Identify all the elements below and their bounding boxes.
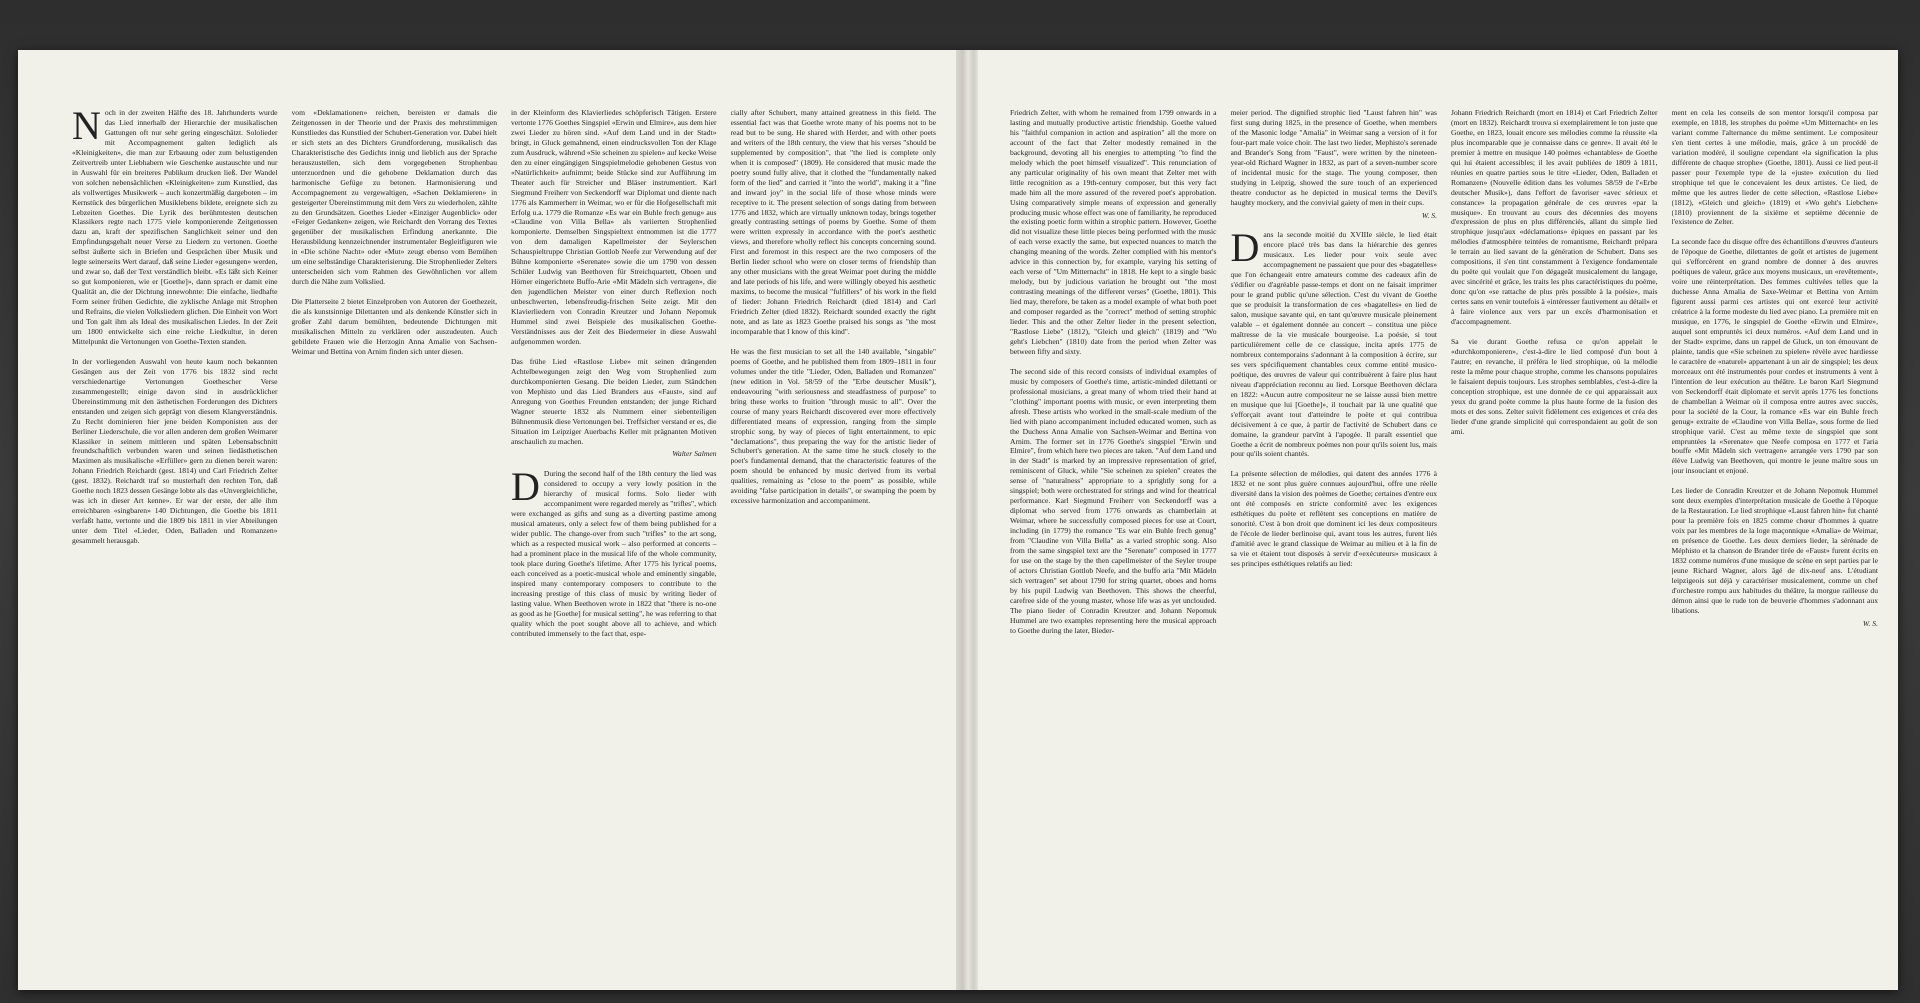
left-page: [18, 50, 956, 990]
drop-cap-d: D: [511, 464, 540, 510]
english-paragraph: He was the first musician to set all the 140 available, "singable" poems of Goethe, and he published them from 1809–1811 in four volumes under the title "Lieder, Oden, Balladen und Romanzen" (new edition in Vol. 58/59 of the "Erbe deutscher Musik"), endeavouring "with seriousness and steadfastness of purpose" to bring these works to fruition "through music to all". Over the course of many years Reichardt discovered ever more effectively differentiated means of expression, ranging from the simple strophic song, by way of pieces of light entertainment, to epic "declamations", thus preparing the way for the artistic lieder of Schubert's generation. At the same time he stuck closely to the poet's fundamental demand, that the characteristic features of the poem should be enhanced by music derived from its verbal qualities, remaining as "close to the poem" as possible, while avoiding "false participation in details", or swamping the poem by excessive harmonization and accompaniment.: [730, 346, 936, 506]
drop-cap-d: D: [1230, 225, 1260, 271]
right-column-4: [1672, 108, 1879, 968]
german-paragraph: vom «Deklamationen» reichen, bereisten er damals die Zeitgenossen in der Theorie und der Praxis des mehrstimmigen Kunstliedes das Kunstlied der Schubert-Generation vor. Dabei hielt er sich stets an des Dichters Grundforderung, musikalisch das Charakteristische des Gedichts innig und lieblich aus der Sprache herauszustellen, sich dem vorgegebenen Strophenbau unterzuordnen und die gehobene Deklamation durch das harmonische Gefüge zu betonen. Harmonisierung und Accompagnement zu vergewaltigen, «Sachen Deklamieren» in gesteigerter Übereinstimmung mit dem Vers zu wiederholen, zählte zu den Grundsätzen. Goethes Lieder «Einziger Augenblick» oder «Feiger Gedanken» zeigen, wie Reichardt den Vorrang des Textes gegenüber der musikalischen Erfindung anerkannte. Die Herausbildung kennzeichnender instrumentaler Begleitfiguren wie in «Die schöne Nacht» oder «Mut» zeugt ebenso vom Bemühen um eine selbständige Charakterisierung. Die Strophenlieder Zelters unterscheiden sich vom Rahmen des Gewöhnlichen vor allem durch die Nähe zum Volkslied.: [291, 108, 497, 287]
gatefold-spine: [956, 50, 978, 990]
english-paragraph: The second side of this record consists of individual examples of music by composers of Goethe's time, artistic-minded dilettanti or professional musicians, a great many of whom tried their hand at "clothing" important poems with music, or even interpreting them afresh. These artists who worked in the small-scale medium of the lied with piano accompaniment included educated women, such as the Duchess Anna Amalie von Sachsen-Weimar and Bettina von Arnim. The former set in 1776 Goethe's singspiel "Erwin und Elmire", from which here two pieces are taken. "Auf dem Land und in der Stadt" is marked by an impressive representation of grief, reminiscent of Gluck, while "Sie scheinen zu spielen" creates the sense of "naturalness" appropriate to a sprightly song for a singspiel; both were orchestrated for strings and wind for theatrical performance. Karl Siegmund Freiherr von Seckendorff was a diplomat who served from 1776 onwards as chamberlain at Weimar, where he successfully composed pieces for use at Court, including (in 1779) the romance "Es war ein Buhle frech genug" from "Claudine von Villa Bella" as a varied strophic song. Also from the same singspiel text are the "Serenate" composed in 1777 for use on the stage by the then capellmeister of the Seyler troupe of actors Christian Gottlob Neefe, and the buffo aria "Mit Mädeln sich vertragen" set about 1790 for string quartet, oboes and horns by his pupil Ludwig van Beethoven. This shows the cheerful, carefree side of the young master, whose life was as yet unclouded. The piano lieder of Conradin Kreutzer and Johann Nepomuk Hummel are two examples representing here the musical approach to Goethe during the later, Bieder-: [1010, 366, 1217, 635]
right-page: [978, 50, 1898, 990]
author-signature: Walter Salmen: [672, 449, 717, 459]
left-page-columns: [72, 108, 936, 968]
english-paragraph: meier period. The dignified strophic lied "Laust fahren hin" was first sung during 1825, in the presence of Goethe, when members of the Masonic lodge "Amalia" in Weimar sang a version of it for four-part male voice choir. The last two lieder, Mephisto's serenade and Brander's Song from "Faust", were written by the nineteen-year-old Richard Wagner in 1832, as part of a seven-number score of incidental music for the stage. The young composer, then studying in Leipzig, showed the sure touch of an experienced theatre conductor as he depicted in musical terms the Devil's haughty mockery, and the convivial gaiety of men in their cups.: [1230, 108, 1437, 207]
german-paragraph: Das frühe Lied «Rastlose Liebe» mit seinen drängenden Achtelbewegungen zeigt den Weg vom Strophenlied zum durchkomponierten Gesang. Die beiden Lieder, zum Ständchen von Mephisto und das Lied Branders aus «Faust», sind auf Anregung von Goethes Freunden entstanden; der junge Richard Wagner steuerte 1832 als Nummern einer siebenteiligen Bühnenmusik diese Vertonungen bei. Treffsicher verstand er es, die Situation im Leipziger Auerbachs Keller mit prägnanten Motiven anschaulich zu machen.: [511, 356, 717, 446]
german-paragraph: in der Kleinform des Klavierliedes schöpferisch Tätigen. Erstere vertonte 1776 Goethes Singspiel «Erwin und Elmire», aus dem hier zwei Lieder zu hören sind. «Auf dem Land und in der Stadt» bringt, in Gluck gemahnend, einen eindrucksvollen Ton der Klage zum Ausdruck, während «Sie scheinen zu spielen» auf kecke Weise den zu einer eingängigen Singspielmelodie gehobenen Gestus von «Natürlichkeit» aufnimmt; beide Stücke sind zur Aufführung im Theater auch für Streicher und Bläser instrumentiert. Karl Siegmund Freiherr von Seckendorff war Diplomat und diente nach 1776 als Kammerherr in Weimar, wo er für die Hofgesellschaft mit Erfolg u.a. 1779 die Romanze «Es war ein Buhle frech genug» aus «Claudine von Villa Bella» als variierten Strophenlied komponierte. Demselben Singspieltext entnommen ist die 1777 von dem damaligen Kapellmeister der Seylerschen Schauspieltruppe Christian Gottlob Neefe zur Verwendung auf der Bühne komponierte «Serenate» sowie die um 1790 von dessen Schüler Ludwig van Beethoven für Streichquartett, Oboen und Hörner eingerichtete Buffo-Arie «Mit Mädeln sich vertragen», die den jugendlichen Meister von einer durch Reflexion noch unbeschwerten, lebensfreudig-frischen Seite zeigt. Mit den Klavierliedern von Conradin Kreutzer und Johann Nepomuk Hummel sind zwei Beispiele des musikalischen Goethe-Verständnisses aus der Zeit des Biedermeier in diese Auswahl aufgenommen worden.: [511, 108, 717, 346]
right-column-1: [1010, 108, 1217, 968]
german-paragraph: In der vorliegenden Auswahl von heute kaum noch bekannten Gesängen aus der Zeit von 1776 bis 1832 sind recht verschiedenartige Vertonungen Goethescher Verse zusammengestellt; einige davon sind in ausdrücklicher Übereinstimmung mit den ästhetischen Forderungen des Dichters entstanden und zeigen sich geprägt von diesem Klangverständnis. Zu Recht dominieren hier jene beiden Komponisten aus der Berliner Liederschule, die vor allen anderen dem großen Weimarer Klassiker in seinem mittleren und späten Lebensabschnitt freundschaftlich verbunden waren und seinen liedästhetischen Maximen als musikalische «Erfüller» gern zu dienen bereit waren: Johann Friedrich Reichardt (gest. 1814) und Carl Friedrich Zelter (gest. 1832). Reichardt traf so musterhaft den rechten Ton, daß Goethe noch 1823 dessen Gesänge lobte als das «Unvergleichliche, was ich in dieser Art kenne». Er war der erste, der alle ihm erreichbaren «singbaren» 140 Dichtungen, die Goethe bis 1811 verfaßt hatte, vertonte und die 1809 bis 1811 in vier Abteilungen unter dem Titel «Lieder, Oden, Balladen und Romanzen» gesammelt herausgab.: [72, 356, 278, 546]
english-intro-paragraph: D During the second half of the 18th century the lied was considered to occupy a very lowly position in the hierarchy of musical forms. Solo lieder with accompaniment were regarded merely as "trifles", which were exchanged as gifts and sung as a diverting pastime among musical amateurs, only a select few of them being published for a wider public. The change-over from such "trifles" to the art song, which as a respected musical work – also performed at concerts – had a prominent place in the musical life of the whole community, took place during Goethe's lifetime. After 1775 his lyrical poems, each conceived as a poetic-musical whole and eminently singable, inspired many contemporary composers to contribute to the increasing prestige of this class of music by writing lieder of lasting value. When Beethoven wrote in 1822 that "there is no-one as good as he [Goethe] for musical setting", he was referring to that quality which the poet sought above all to achieve, and which contributed immensely to the fact that, espe-: [511, 464, 717, 638]
french-paragraph: La seconde face du disque offre des échantillons d'œuvres d'auteurs de l'époque de Goethe, dilettantes de goût et artistes de jugement qui s'efforcèrent en grand nombre de donner à des œuvres poétiques de valeur, grâce aux moyens musicaux, un «revêtement», voire une réinterprétation. Des femmes cultivées telles que la duchesse Anna Amalia de Saxe-Weimar et Bettina von Arnim figurent aussi parmi ces artistes qui ont exercé leur activité créatrice à la forme modeste du lied avec piano. La première mit en musique, en 1776, le singspiel de Goethe «Erwin und Elmire», auquel sont empruntés ici deux numéros. «Auf dem Land und in der Stadt» exprime, dans un rappel de Gluck, un ton émouvant de plainte, tandis que «Sie scheinen zu spielen» révèle avec hardiesse le caractère de «naturel» appartenant à un air de singspiel; les deux morceaux ont été instrumentés pour cordes et instruments à vent à l'intention de leur exécution au théâtre. Le baron Karl Siegmund von Seckendorff était diplomate et servit après 1776 les fonctions de chambellan à Weimar où il composa entre autres avec succès, pour la société de la Cour, la romance «Es war ein Buhle frech genug» extraite de «Claudine von Villa Bella», sous forme de lied strophique varié. C'est au même texte de singspiel que sont empruntées la «Serenate» que Neefe composa en 1777 et l'aria bouffe «Mit Mädeln sich vertragen» arrangée vers 1790 par son élève Ludwig van Beethoven, qui montre le jeune maître sous un jour insouciant et enjoué.: [1671, 237, 1878, 476]
right-column-3: [1451, 108, 1658, 968]
german-intro-paragraph: Noch in der zweiten Hälfte des 18. Jahrhunderts wurde das Lied innerhalb der Hierarchie der musikalischen Gattungen oft nur sehr gering eingeschätzt. Sololieder mit Accompagnement galten lediglich als «Kleinigkeiten», die man zur Erbauung oder zum belustigenden Zeitvertreib unter Liebhabern wie Geschenke austauschte und nur in Auswahl für ein breiteres Publikum drucken ließ. Der Wandel von solchen nebensächlichen «Kleinigkeiten» zum Kunstlied, das als vollwertiges Musikwerk – auch konzertmäßig dargeboten – im Kernstück des bürgerlichen Musiklebens bildete, ereignete sich zu Lebzeiten Goethes. Die Lyrik des berühmtesten deutschen Klassikers regte nach 1775 viele komponierende Zeitgenossen dazu an, kraft der spezifischen Sanglichkeit seiner und den Empfindungsgehalt neuer Verse zu Liedern zu vertonen. Goethe selbst äußerte sich in Briefen und Gesprächen über Musik und legte seinerseits Wert darauf, daß seine Lieder «gesungen» werden, und zwar so, daß der Text verständlich bleibt. «Es läßt sich Keiner so gut komponieren, wie er [Goethe]», dann sprach er damit eine Qualität an, die der Dichtung innewohnte: Die einfache, liedhafte Form seiner frühen Gedichte, die zyklische Anlage mit Strophen und Refrains, die vielen Volksliedern glichen. Die Einheit von Wort und Ton galt ihm als Ideal des musikalischen Liedes. In der Zeit um 1800 entwickelte sich eine reiche Liedkultur, in deren Mittelpunkt die Vertonungen von Goethe-Texten standen.: [72, 108, 278, 346]
drop-cap-n: N: [72, 108, 101, 148]
left-column-3: [511, 108, 717, 968]
french-intro-paragraph: Dans la seconde moitié du XVIIIe siècle, le lied était encore placé très bas dans la hiérarchie des genres musicaux. Les lieder pour voix seule avec accompagnement ne passaient que pour des «bagatelles» que l'on échangeait entre amateurs comme des cadeaux afin de s'édifier ou d'agréable passe-temps et dont on ne faisait imprimer pour le grand public qu'une sélection. C'est du vivant de Goethe que se produisit la transformation de ces «bagatelles» en lied de salon, musique savante qui, en tant qu'œuvre musicale pleinement valable – et également donnée au concert – constitua une pièce maîtresse de la vie musicale bourgeoise. La poésie, si tout particulièrement celle de ce classique, incita après 1775 de nombreux contemporains s'adonnant à la composition à écrire, sur ses vers spécifiquement chantables ceux comme entité musico-poétique, des œuvres de valeur qui contribuèrent à faire plus haut niveau d'appréciation reconnu au lied. Lorsque Beethoven déclara en 1822: «Aucun autre compositeur ne se laisse aussi bien mettre en musique que lui [Goethe]», il touchait par là une qualité que s'efforçait avant tout d'atteindre le poète et qui contribua décisivement à ce que, à partir de l'activité de Schubert dans ce domaine, la grandeur parvînt à l'apogée. Il paraît essentiel que Goethe a écrit de nombreux poèmes non pour qu'ils soient lus, mais pour qu'ils soient chantés.: [1230, 225, 1437, 459]
french-paragraph: La présente sélection de mélodies, qui datent des années 1776 à 1832 et ne sont plus guère connues aujourd'hui, offre une réelle diversité dans la vision des poèmes de Goethe; certaines d'entre eux ont été composés en stricte conformité avec les exigences esthétiques du poète et reflètent ses conceptions en matière de sonorité. C'est à bon droit que dominent ici les deux compositeurs de l'école de lieder berlinoise qui, avant tous les autres, furent liés d'amitié avec le grand classique de Weimar au milieu et à la fin de sa vie et étaient tout disposés à servir d'«exécuteurs» musicaux à ses principes esthétiques relatifs au lied:: [1230, 469, 1437, 568]
left-column-4: [731, 108, 937, 968]
author-initials: W. S.: [1421, 210, 1437, 220]
french-paragraph: Les lieder de Conradin Kreutzer et de Johann Nepomuk Hummel sont deux exemples d'interprétation musicale de Goethe à l'époque de la Restauration. Le lied strophique «Laust fahren hin» fut chanté pour la première fois en 1825 comme chœur d'hommes à quatre voix par les membres de la loge maçonnique «Amalia» de Weimar, en présence de Goethe. Les deux derniers lieder, la sérénade de Méphisto et la chanson de Brander tirée de «Faust» furent écrits en 1832 comme numéros d'une musique de scène en sept parties par le jeune Richard Wagner, alors âgé de dix-neuf ans. L'étudiant leipzigeois sut déjà y caractériser musicalement, comme un chef d'orchestre rompu aux habitudes du théâtre, la morgue railleuse du démon ainsi que le rude ton de beuverie d'hommes s'adonnant aux libations.: [1671, 486, 1878, 615]
right-column-2: [1231, 108, 1438, 968]
record-sleeve-gatefold: [18, 50, 1898, 990]
english-paragraph: cially after Schubert, many attained greatness in this field. The essential fact was that Goethe wrote many of his poems not to be read but to be sung. He shared with Herder, and with other poets and writers of the 18th century, the view that his verses "should be supplemented by composition", that "the lied is complete only when it is composed" (1809). He considered that music made the poetry sound fully alive, that it clothed the "fundamentally naked form of the lied" and carried it "into the world", making it a "fine and inward joy" in the social life of those whose minds were receptive to it. The present selection of songs dating from between 1776 and 1832, which are virtually unknown today, brings together greatly contrasting settings of poems by Goethe. Some of them were written expressly in accordance with the poet's aesthetic views, and therefore wholly reflect his concepts concerning sound. First and foremost in this respect are the two composers of the Berlin lieder school who were on closer terms of friendship than any other musicians with the great Weimar poet during the middle and late periods of his life, and were willingly obeyed his aesthetic maxims, to become the musical "fulfillers" of his work in the field of lieder: Johann Friedrich Reichardt (died 1814) and Carl Friedrich Zelter (died 1832). Reichardt sounded exactly the right note, and as late as 1823 Goethe praised his songs as "the most incomparable that I know of this kind".: [730, 108, 936, 336]
german-paragraph: Die Platterseite 2 bietet Einzelproben von Autoren der Goethezeit, die als kunstsinnige Dilettanten und als denkende Künstler sich in großer Zahl darum bemühten, bedeutende Dichtungen mit musikalischen Mitteln zu verklären oder auszudeuten. Auch gebildete Frauen wie die Herzogin Anna Amalie von Sachsen-Weimar und Bettina von Arnim finden sich unter diesen.: [291, 297, 497, 356]
english-paragraph: Friedrich Zelter, with whom he remained from 1799 onwards in a lasting and mutually productive artistic friendship. Goethe valued his "faithful companion in action and aspiration" all the more on account of the fact that Zelter modestly remained in the background, devoting all his energies to attempting "to find the melody which the poet himself visualized". This renunciation of any particular originality of his own meant that Zelter met with little recognition as a 19th-century composer, but this very fact made him all the more assured of the revered poet's approbation. Using comparatively simple means of expression and generally producing music whose effect was one of familiarity, he reproduced the existing poetic form within a strophic pattern. However, Goethe did not visualize these little pieces being performed with the music of each verse exactly the same, but expected nuances to match the changing meaning of the words. Zelter complied with his mentor's advice in this connection by, for example, varying his setting of each verse of "Um Mitternacht" in 1818. He kept to a single basic melody, but by judicious variation he brought out "the most contrasting meanings of the different verses" (Goethe, 1801). This lied may, therefore, be taken as a model example of what both poet and composer regarded as the "correct" method of setting strophic lieder. This and the other Zelter lieder in the present selection, "Rastlose Liebe" (1812), "Gleich und gleich" (1819) and "Wo geht's Liebchen" (1810) date from the period when Zelter was between fifty and sixty.: [1010, 108, 1217, 356]
left-column-1: [72, 108, 278, 968]
french-paragraph: ment en cela les conseils de son mentor lorsqu'il composa par exemple, en 1818, les strophes du poème «Um Mitternacht» en les variant comme l'alternance du même sentiment. Le compositeur s'en tient certes à une mélodie, mais, grâce à un procédé de variation modéré, il souligne cependant «la signification la plus différente de chaque strophe» (Goethe, 1801). Aussi ce lied peut-il passer pour l'exemple type de la «juste» exécution du lied strophique tel que le concevaient les deux artistes. Ce lied, de même que les autres lieder de cette sélection, «Rastlose Liebe» (1812), «Gleich und gleich» (1819) et «Wo geht's Liebchen» (1810) proviennent de la sixième et septième décennie de l'existence de Zelter.: [1671, 108, 1878, 227]
french-paragraph: Sa vie durant Goethe refusa ce qu'on appelait le «durchkomponieren», c'est-à-dire le lied composé d'un bout à l'autre; en revanche, il préféra le lied strophique, où la mélodie reste la même pour chaque strophe, comme les chansons populaires le faisaient depuis toujours. Les strophes semblables, c'est-à-dire la conception strophique, est une donnée de ce qui apparaissait aux yeux du grand poète comme la plus haute forme de la fusion des mots et des sons. Zelter suivit fidèlement ces exigences et créa des lieder d'une grande simplicité qui correspondaient au goût de son ami.: [1451, 336, 1658, 436]
right-page-columns: [1010, 108, 1878, 968]
author-initials: W. S.: [1862, 618, 1878, 628]
left-column-2: [292, 108, 498, 968]
french-paragraph: Johann Friedrich Reichardt (mort en 1814) et Carl Friedrich Zelter (mort en 1832). Reichardt trouva si exemplairement le ton juste que Goethe, en 1823, louait encore ses mélodies comme la réussite «la plus incomparable que je connaisse dans ce genre». Il avait été le premier à mettre en musique 140 poèmes «chantables» de Goethe qui lui étaient accessibles; il les avait publiées de 1809 à 1811, réunies en quatre parties sous le titre «Lieder, Oden, Balladen et Romanzen» (Nouvelle édition dans les volumes 58/59 de l'«Erbe deutscher Musik»), dans l'effort de favoriser «avec sérieux et constance» la propagation générale de ces œuvres «par la musique». En trouvant au cours des décennies des moyens d'expression de plus en plus différenciés, allant du simple lied strophique jusqu'aux «déclamations» épiques en passant par les mélodies d'atmosphère teintées de romantisme, Reichardt prépara le terrain au lied savant de la génération de Schubert. Dans ses compositions, il s'en tint constamment à l'exigence fondamentale du poète qui voulait que l'on dégageât musicalement du langage, avec sincérité et grâce, les traits les plus caractéristiques du poème, donc qu'on «se rattache de plus près possible à la poésie», mais certes sans en venir toutefois à «intéresser fautivement au détail» et à faire violence aux vers par un excès d'harmonisation et d'accompagnement.: [1451, 108, 1658, 327]
